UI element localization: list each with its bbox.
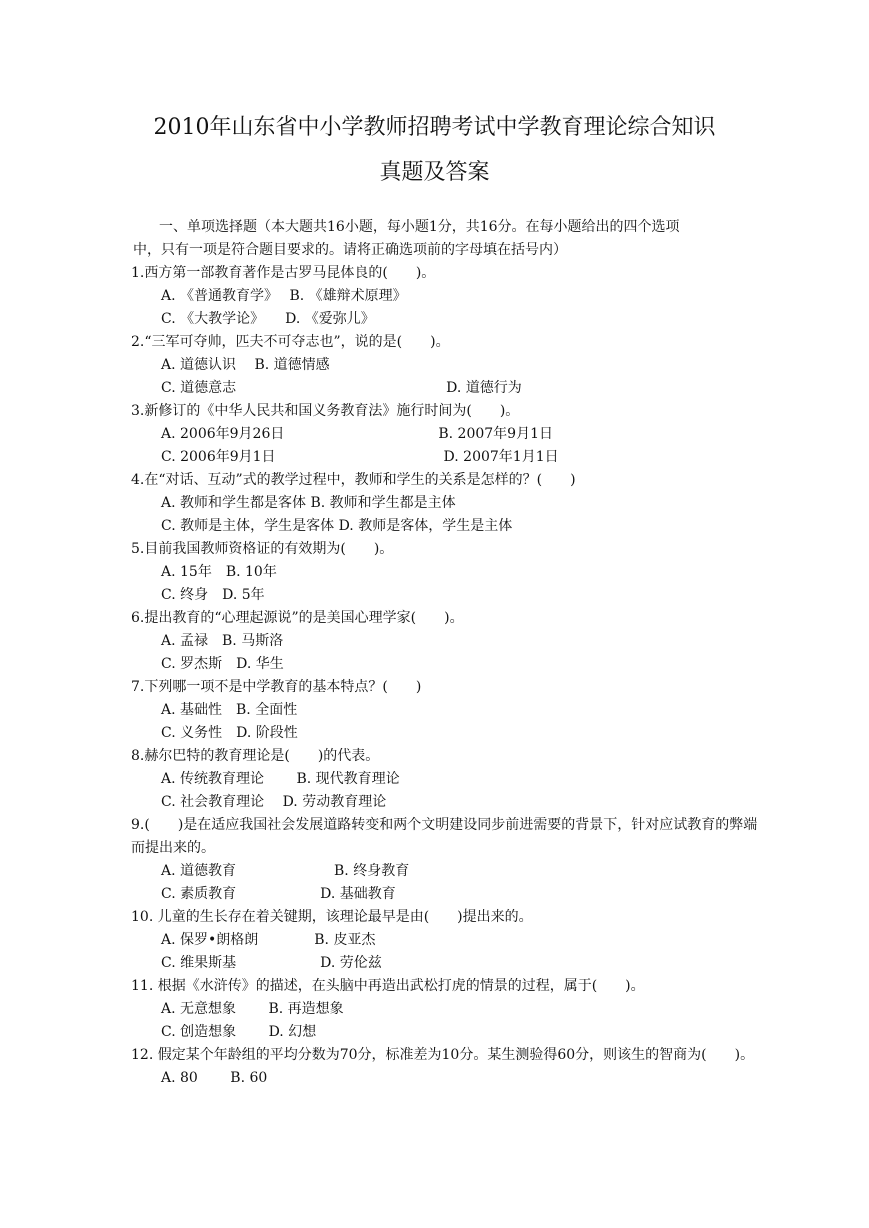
option-row: A. 《普通教育学》 B. 《雄辩术原理》: [161, 288, 407, 304]
option-row: C. 教师是主体，学生是客体 D. 教师是客体，学生是主体: [161, 518, 513, 534]
question-8: [131, 745, 771, 814]
question-stem: 8.赫尔巴特的教育理论是( )的代表。: [131, 748, 380, 764]
question-stem: 3.新修订的《中华人民共和国义务教育法》施行时间为( )。: [131, 403, 520, 419]
question-stem: 1.西方第一部教育著作是古罗马昆体良的( )。: [131, 265, 436, 281]
option-row: C. 素质教育 D. 基础教育: [161, 886, 396, 902]
option-row: A. 道德教育 B. 终身教育: [161, 863, 410, 879]
question-stem: 12. 假定某个年龄组的平均分数为70分，标准差为10分。某生测验得60分，则该生的智商为( )。: [131, 1047, 755, 1063]
question-3: [131, 400, 771, 469]
option-row: C. 终身 D. 5年: [161, 587, 265, 603]
question-11: [131, 975, 771, 1044]
question-10: [131, 906, 771, 975]
option-row: C. 义务性 D. 阶段性: [161, 725, 298, 741]
option-row: C. 社会教育理论 D. 劳动教育理论: [161, 794, 387, 810]
option-row: C. 《大教学论》 D. 《爱弥儿》: [161, 311, 375, 327]
question-7: [131, 676, 771, 745]
question-1: [131, 262, 771, 331]
option-row: C. 道德意志 D. 道德行为: [161, 380, 522, 396]
option-row: A. 道德认识 B. 道德情感: [161, 357, 330, 373]
option-row: A. 保罗•朗格朗 B. 皮亚杰: [161, 932, 376, 948]
question-5: [131, 538, 771, 607]
option-row: A. 80 B. 60: [161, 1070, 268, 1086]
question-12: [131, 1044, 771, 1090]
option-row: A. 孟禄 B. 马斯洛: [161, 633, 284, 649]
option-row: C. 创造想象 D. 幻想: [161, 1024, 317, 1040]
question-stem: 7.下列哪一项不是中学教育的基本特点？( ): [131, 679, 422, 695]
question-4: [131, 469, 771, 538]
question-9: [131, 814, 771, 906]
option-row: C. 罗杰斯 D. 华生: [161, 656, 284, 672]
option-row: C. 维果斯基 D. 劳伦兹: [161, 955, 382, 971]
question-6: [131, 607, 771, 676]
document-title: 2010年山东省中小学教师招聘考试中学教育理论综合知识: [153, 115, 716, 140]
option-row: A. 传统教育理论 B. 现代教育理论: [161, 771, 400, 787]
option-row: A. 教师和学生都是客体 B. 教师和学生都是主体: [161, 495, 456, 511]
question-stem: 9.( )是在适应我国社会发展道路转变和两个文明建设同步前进需要的背景下，针对应试教育的弊端而提出来的。: [131, 817, 758, 856]
question-stem: 10. 儿童的生长存在着关键期，该理论最早是由( )提出来的。: [131, 909, 533, 925]
option-row: C. 2006年9月1日 D. 2007年1月1日: [161, 449, 559, 465]
option-row: A. 2006年9月26日 B. 2007年9月1日: [161, 426, 553, 442]
option-row: A. 无意想象 B. 再造想象: [161, 1001, 344, 1017]
option-row: A. 基础性 B. 全面性: [161, 702, 298, 718]
document-subtitle: 真题及答案: [379, 160, 490, 185]
section-intro-line-1: 一、单项选择题（本大题共16小题，每小题1分，共16分。在每小题给出的四个选项: [159, 219, 680, 235]
question-2: [131, 331, 771, 400]
option-row: A. 15年 B. 10年: [161, 564, 277, 580]
section-intro: [131, 216, 771, 239]
question-stem: 5.目前我国教师资格证的有效期为( )。: [131, 541, 394, 557]
question-list: [131, 216, 771, 1090]
question-stem: 6.提出教育的“心理起源说”的是美国心理学家( )。: [131, 610, 464, 626]
section-intro-line-2: 中，只有一项是符合题目要求的。请将正确选项前的字母填在括号内）: [133, 242, 567, 258]
question-stem: 11. 根据《水浒传》的描述，在头脑中再造出武松打虎的情景的过程，属于( )。: [131, 978, 645, 994]
question-stem: 4.在“对话、互动”式的教学过程中，教师和学生的关系是怎样的？( ): [131, 472, 576, 488]
question-stem: 2.“三军可夺帅，匹夫不可夺志也”，说的是( )。: [131, 334, 450, 350]
